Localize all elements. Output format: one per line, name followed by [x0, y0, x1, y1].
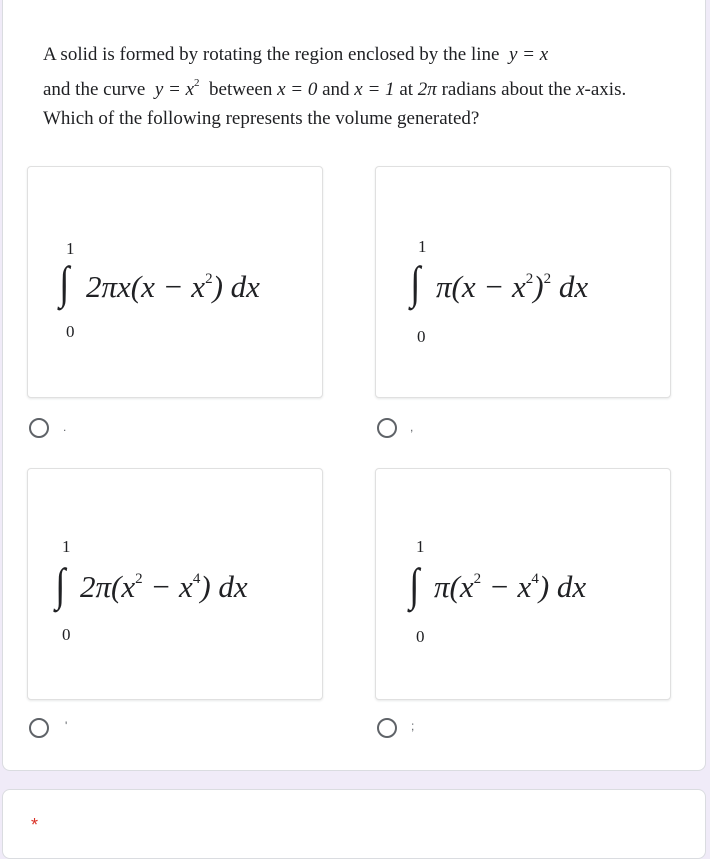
lower-limit: 0	[62, 625, 71, 644]
upper-limit: 1	[62, 537, 71, 556]
lower-limit: 0	[417, 327, 426, 346]
radio-option-a[interactable]	[29, 418, 49, 438]
option-d-formula: $\pi(x^2 - x^4)$ dx	[434, 569, 587, 604]
lower-limit: 0	[416, 627, 425, 646]
upper-limit: 1	[418, 237, 427, 256]
radio-label-b: ,	[410, 420, 414, 434]
upper-limit: 1	[416, 537, 425, 556]
radio-label-a: .	[63, 420, 67, 434]
option-image-c[interactable]	[27, 468, 323, 700]
radio-label-d: ;	[411, 719, 415, 733]
question-line-3: Which of the following represents the volume generated?	[43, 108, 480, 129]
radio-label-c: '	[65, 719, 68, 733]
option-image-a[interactable]	[27, 166, 323, 398]
integral-sign: ∫	[409, 559, 420, 610]
lower-limit: 0	[66, 322, 75, 341]
option-c-formula: $2\pi(x^2 - x^4)$ dx	[80, 569, 248, 604]
question-text	[43, 40, 683, 133]
question-line-1: A solid is formed by rotating the region enclosed by the line y = x	[43, 44, 549, 65]
option-b-formula: $\pi(x - x^2)^2$ dx	[436, 269, 589, 304]
integral-sign: ∫	[410, 257, 421, 308]
upper-limit: 1	[66, 239, 75, 258]
option-a-formula: $2\pi x(x - x^2)$ dx	[86, 269, 260, 304]
question-line-2: and the curve $y = x^2$ between x = 0 and x = 1 at 2π radians about the x-axis.	[43, 77, 627, 100]
integral-sign: ∫	[55, 559, 66, 610]
radio-option-c[interactable]	[29, 718, 49, 738]
radio-option-b[interactable]	[377, 418, 397, 438]
required-marker: *	[31, 815, 39, 835]
option-image-b[interactable]	[375, 166, 671, 398]
radio-option-d[interactable]	[377, 718, 397, 738]
integral-sign: ∫	[59, 257, 70, 308]
question-card	[2, 0, 706, 771]
option-image-d[interactable]	[375, 468, 671, 700]
